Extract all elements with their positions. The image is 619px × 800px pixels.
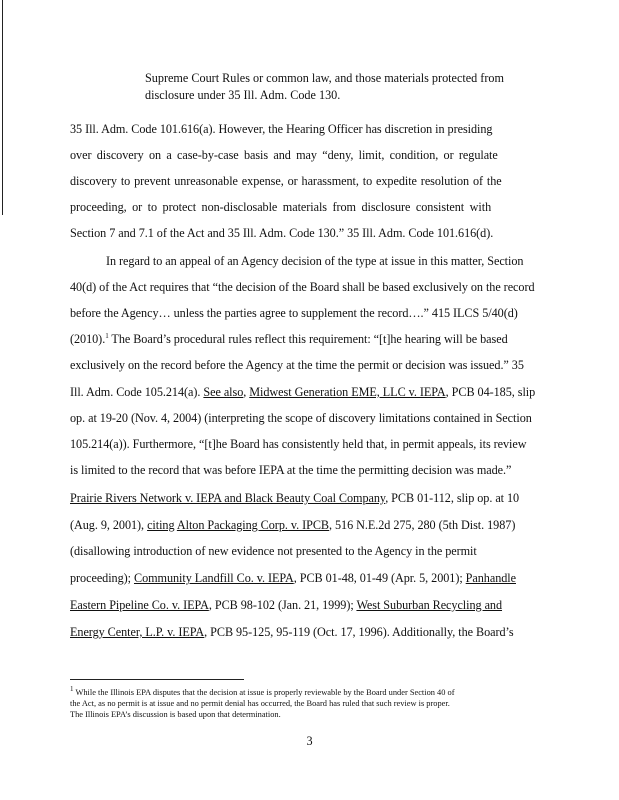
paragraph-line: discovery to prevent unreasonable expense, or harassment, to expedite resolution of the bbox=[70, 174, 502, 188]
paragraph-line: exclusively on the record before the Agency at the time the permit or decision was issued.” 35 bbox=[70, 358, 524, 372]
text-run: proceeding); bbox=[70, 571, 134, 585]
footnote-line: The Illinois EPA’s discussion is based upon that determination. bbox=[70, 710, 281, 719]
signal-see-also: See also bbox=[203, 385, 244, 399]
signal-citing: citing bbox=[147, 518, 175, 532]
page-number: 3 bbox=[306, 734, 313, 748]
case-citation: Prairie Rivers Network v. IEPA and Black Beauty Coal Company bbox=[70, 491, 386, 505]
case-citation: West Suburban Recycling and bbox=[356, 598, 503, 612]
paragraph-line: (disallowing introduction of new evidence not presented to the Agency in the permit bbox=[70, 544, 477, 558]
case-citation: Midwest Generation EME, LLC v. IEPA bbox=[249, 385, 446, 399]
paragraph-line bbox=[70, 491, 519, 505]
paragraph-line bbox=[70, 598, 502, 612]
footnote-reference: 1 bbox=[105, 331, 109, 340]
text-run: , 516 N.E.2d 275, 280 (5th Dist. 1987) bbox=[329, 518, 516, 532]
paragraph-line bbox=[70, 332, 508, 346]
paragraph-line: 105.214(a)). Furthermore, “[t]he Board has consistently held that, in permit appeals, its review bbox=[70, 437, 527, 451]
paragraph-line: over discovery on a case-by-case basis and may “deny, limit, condition, or regulate bbox=[70, 148, 498, 162]
block-quote bbox=[145, 70, 515, 104]
footnote-line bbox=[70, 685, 455, 698]
paragraph-line: 40(d) of the Act requires that “the decision of the Board shall be based exclusively on the record bbox=[70, 280, 535, 294]
text-run: , PCB 95-125, 95-119 (Oct. 17, 1996). Additionally, the Board’s bbox=[204, 625, 514, 639]
text-run: , PCB 01-112, slip op. at 10 bbox=[385, 491, 520, 505]
text-run: , PCB 04-185, slip bbox=[445, 385, 536, 399]
text-run: (2010). bbox=[70, 332, 106, 346]
paragraph-line bbox=[70, 625, 514, 639]
text-run: , PCB 98-102 (Jan. 21, 1999); bbox=[208, 598, 357, 612]
case-citation: Panhandle bbox=[465, 571, 516, 585]
text-run: While the Illinois EPA disputes that the decision at issue is properly reviewable by the Board under Section 40 of bbox=[73, 688, 455, 697]
paragraph-line bbox=[70, 518, 515, 532]
text-run: , bbox=[243, 385, 250, 399]
paragraph-line: 35 Ill. Adm. Code 101.616(a). However, the Hearing Officer has discretion in presiding bbox=[70, 122, 493, 136]
paragraph-line: In regard to an appeal of an Agency decision of the type at issue in this matter, Section bbox=[106, 254, 524, 268]
case-citation: Community Landfill Co. v. IEPA bbox=[133, 571, 294, 585]
left-margin-rule bbox=[2, 0, 3, 215]
text-run: Ill. Adm. Code 105.214(a). bbox=[70, 385, 204, 399]
paragraph-line: before the Agency… unless the parties agree to supplement the record….” 415 ILCS 5/40(d) bbox=[70, 306, 518, 320]
footnote-marker: 1 bbox=[70, 685, 74, 694]
text-run: The Board’s procedural rules reflect this requirement: “[t]he hearing will be based bbox=[108, 332, 508, 346]
case-citation: Alton Packaging Corp. v. IPCB bbox=[176, 518, 329, 532]
text-run: , PCB 01-48, 01-49 (Apr. 5, 2001); bbox=[293, 571, 466, 585]
text-run: (Aug. 9, 2001), bbox=[70, 518, 148, 532]
paragraph-line bbox=[70, 571, 516, 585]
paragraph-line: op. at 19-20 (Nov. 4, 2004) (interpreting the scope of discovery limitations contained in Section bbox=[70, 411, 532, 425]
footnote-separator bbox=[70, 679, 244, 680]
paragraph-line: is limited to the record that was before IEPA at the time the permitting decision was made.” bbox=[70, 463, 512, 477]
paragraph-line bbox=[70, 385, 535, 399]
paragraph-line: Section 7 and 7.1 of the Act and 35 Ill. Adm. Code 130.” 35 Ill. Adm. Code 101.616(d). bbox=[70, 226, 494, 240]
paragraph-line: proceeding, or to protect non-disclosable materials from disclosure consistent with bbox=[70, 200, 492, 214]
case-citation: Eastern Pipeline Co. v. IEPA bbox=[70, 598, 209, 612]
footnote-line: the Act, as no permit is at issue and no permit denial has occurred, the Board has ruled that such review is proper. bbox=[70, 699, 450, 708]
block-quote-line: disclosure under 35 Ill. Adm. Code 130. bbox=[145, 88, 341, 102]
case-citation: Energy Center, L.P. v. IEPA bbox=[70, 625, 205, 639]
block-quote-line: Supreme Court Rules or common law, and those materials protected from bbox=[145, 71, 504, 85]
